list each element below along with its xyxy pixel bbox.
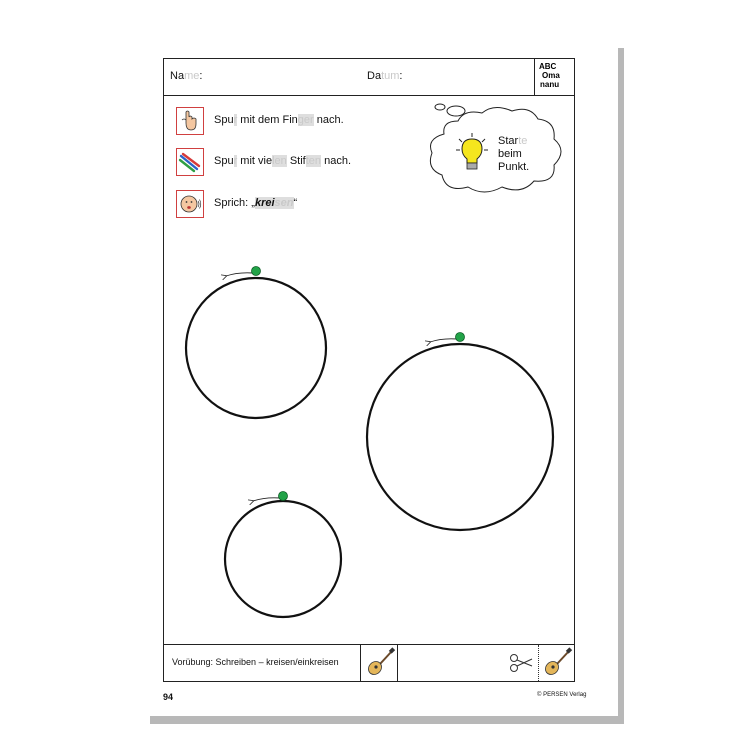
footer-bar <box>164 644 574 681</box>
circle-small-left[interactable] <box>186 267 326 419</box>
footer-title: Vorübung: Schreiben – kreisen/einkreisen <box>172 657 339 667</box>
guitar-icon <box>538 645 574 681</box>
colored-pencils-icon <box>176 148 204 176</box>
start-dot[interactable] <box>456 333 465 342</box>
header-bar <box>164 59 574 96</box>
start-dot[interactable] <box>279 492 288 501</box>
circle-large-right[interactable] <box>367 333 553 531</box>
publisher-credit: © PERSEN Verlag <box>537 692 587 698</box>
tip-text: Starte beim Punkt. <box>498 135 530 173</box>
lightbulb-icon <box>456 133 488 173</box>
circle-small-bottom[interactable] <box>225 492 341 618</box>
instruction-text-2: Spur mit vielen Stiften nach. <box>214 155 351 167</box>
page-number: 94 <box>163 692 174 702</box>
abc-logo: ABC Oma nanu <box>534 59 574 95</box>
finger-tracing-icon <box>176 107 204 135</box>
date-field[interactable]: Datum: <box>367 70 403 82</box>
worksheet-frame <box>163 58 575 682</box>
name-field[interactable]: Name: <box>170 70 203 82</box>
speaking-face-icon <box>176 190 204 218</box>
scissors-icon <box>498 645 538 681</box>
instruction-text-1: Spur mit dem Finger nach. <box>214 114 344 126</box>
thought-bubble <box>422 99 572 199</box>
guitar-icon <box>360 645 398 681</box>
tracing-area <box>164 259 574 689</box>
instruction-text-3: Sprich: „kreisen“ <box>214 197 298 209</box>
start-dot[interactable] <box>252 267 261 276</box>
